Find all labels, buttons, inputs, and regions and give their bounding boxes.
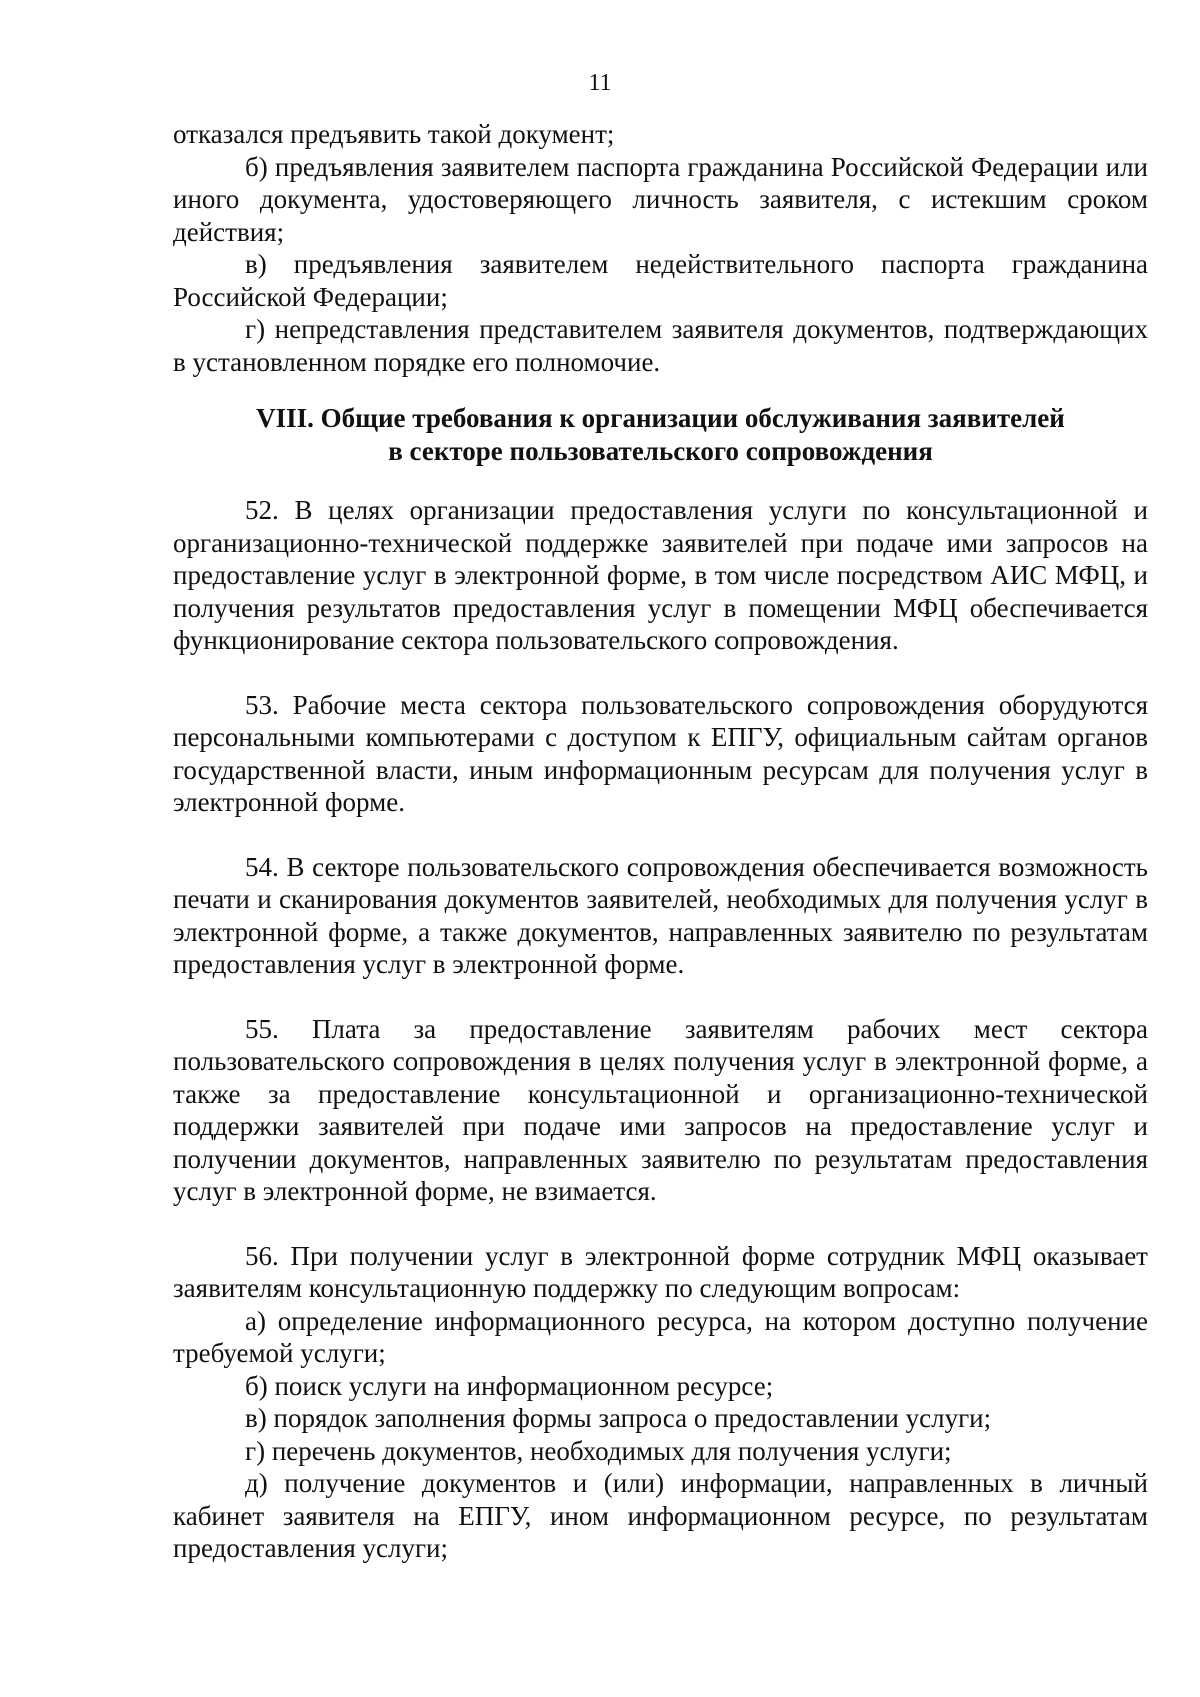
paragraph-gap: [173, 657, 1148, 689]
section-heading-line-1: VIII. Общие требования к организации обслуживания заявителей: [256, 403, 1065, 433]
text-line: отказался предъявить такой документ;: [173, 119, 615, 149]
list-item-56c: в) порядок заполнения формы запроса о предоставлении услуги;: [245, 1403, 992, 1433]
section-heading: [173, 402, 1148, 468]
section-heading-line-2: в секторе пользовательского сопровождения: [388, 436, 933, 466]
list-item-56e: д) получение документов и (или) информации, направленных в личный кабинет заявителя на ЕПГУ, ином информационном ресурсе, по результатам предоставления услуги;: [173, 1468, 1148, 1563]
list-item-g: г) непредставления представителем заявителя документов, подтверждающих в установленном порядке его полномочие.: [173, 314, 1148, 377]
document-body: [173, 118, 1148, 1565]
paragraph-gap: [173, 1208, 1148, 1240]
paragraph-gap: [173, 819, 1148, 851]
paragraph-54: 54. В секторе пользовательского сопровождения обеспечивается возможность печати и сканирования документов заявителей, необходимых для получения услуг в электронной форме, а также документов, направленных заявителю по результатам предоставления услуг в электронной форме.: [173, 851, 1148, 979]
paragraph-52: 52. В целях организации предоставления услуги по консультационной и организационно-технической поддержке заявителей при подаче ими запросов на предоставление услуг в электронной форме, в том числе посредством АИС МФЦ, и получения результатов предоставления услуг в помещении МФЦ обеспечивается функционирование сектора пользовательского сопровождения.: [173, 495, 1148, 655]
list-item-b: б) предъявления заявителем паспорта гражданина Российской Федерации или иного документа, удостоверяющего личность заявителя, с истекшим сроком действия;: [173, 151, 1148, 247]
list-item-56b: б) поиск услуги на информационном ресурсе;: [245, 1370, 774, 1401]
list-item-56d: г) перечень документов, необходимых для получения услуги;: [245, 1435, 952, 1466]
list-item-v: в) предъявления заявителем недействительного паспорта гражданина Российской Федерации;: [173, 249, 1148, 312]
paragraph-53: 53. Рабочие места сектора пользовательского сопровождения оборудуются персональными компьютерами с доступом к ЕПГУ, официальным сайтам органов государственной власти, иным информационным ресурсам для получения услуг в электронной форме.: [173, 689, 1148, 817]
paragraph-56: 56. При получении услуг в электронной форме сотрудник МФЦ оказывает заявителям консультационную поддержку по следующим вопросам:: [173, 1240, 1148, 1303]
list-item-56a: а) определение информационного ресурса, на котором доступно получение требуемой услуги;: [173, 1305, 1148, 1368]
page-number: 11: [588, 70, 612, 96]
paragraph-gap: [173, 981, 1148, 1013]
paragraph-55: 55. Плата за предоставление заявителям рабочих мест сектора пользовательского сопровождения в целях получения услуг в электронной форме, а также за предоставление консультационной и организационно-технической поддержки заявителей при подаче ими запросов на предоставление услуг и получении документов, направленных заявителю по результатам предоставления услуг в электронной форме, не взимается.: [173, 1013, 1148, 1206]
